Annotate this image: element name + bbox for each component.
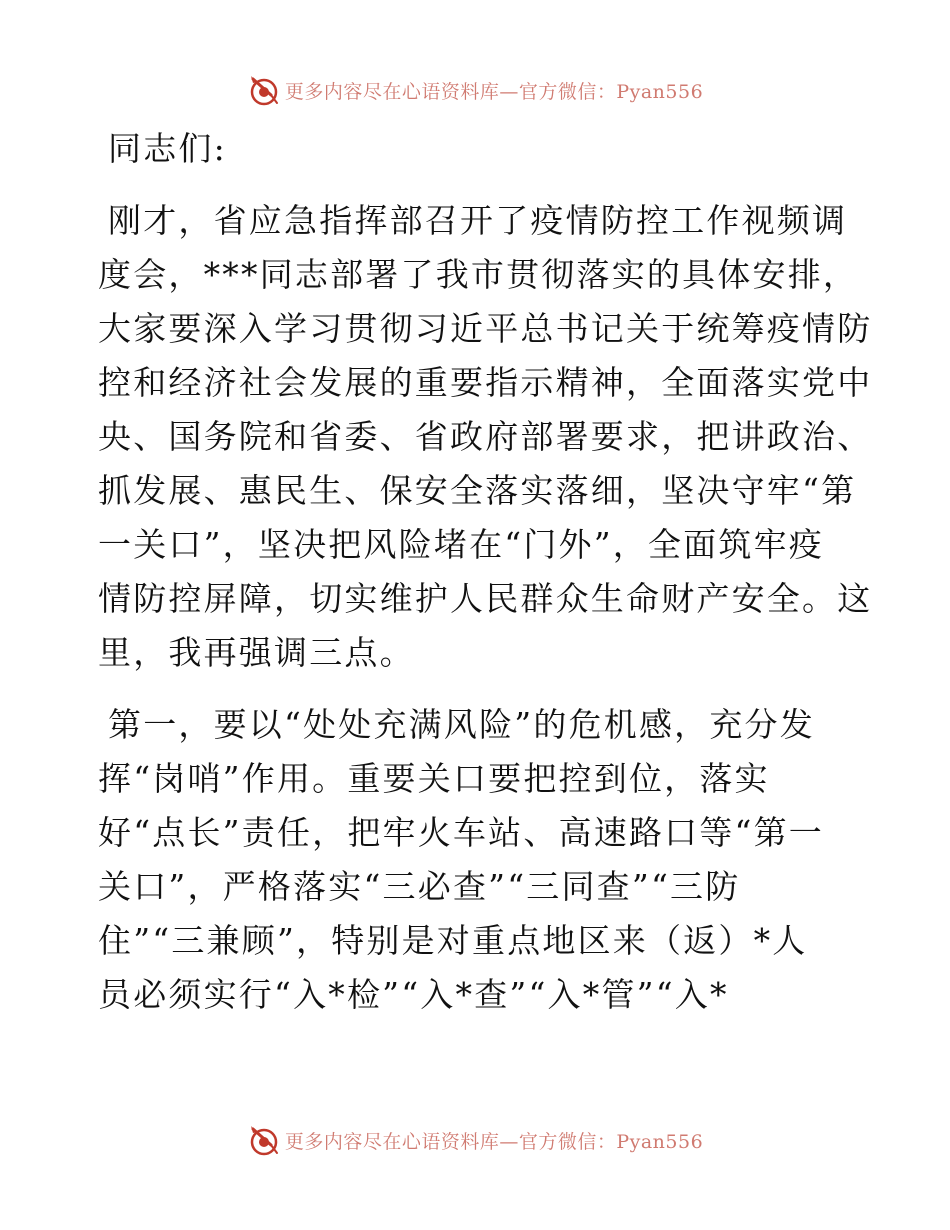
text-line: 里，我再强调三点。	[98, 633, 415, 672]
text-line: 挥“岗哨”作用。重要关口要把控到位，落实	[98, 759, 770, 798]
document-body	[98, 122, 873, 1022]
text-line: 员必须实行“入*检”“入*查”“入*管”“入*	[98, 975, 729, 1014]
paragraph-1	[98, 194, 873, 680]
watermark-footer	[0, 1120, 950, 1160]
text-line: 度会，***同志部署了我市贯彻落实的具体安排，	[98, 255, 859, 294]
text-line: 情防控屏障，切实维护人民群众生命财产安全。这	[98, 579, 873, 618]
watermark-text: 更多内容尽在心语资料库—官方微信：Pyan556	[284, 1130, 704, 1153]
text-line: 大家要深入学习贯彻习近平总书记关于统筹疫情防	[98, 309, 873, 348]
text-line: 控和经济社会发展的重要指示精神，全面落实党中	[98, 363, 873, 402]
text-line: 第一，要以“处处充满风险”的危机感，充分发	[108, 705, 815, 744]
salutation: 同志们:	[108, 129, 227, 168]
watermark-text: 更多内容尽在心语资料库—官方微信：Pyan556	[284, 80, 704, 103]
text-line: 住”“三兼顾”，特别是对重点地区来（返）*人	[98, 921, 808, 960]
text-line: 抓发展、惠民生、保安全落实落细，坚决守牢“第	[98, 471, 857, 510]
text-line: 央、国务院和省委、省政府部署要求，把讲政治、	[98, 417, 873, 456]
text-line: 关口”，严格落实“三必查”“三同查”“三防	[98, 867, 741, 906]
text-line: 一关口”，坚决把风险堵在“门外”，全面筑牢疫	[98, 525, 825, 564]
feather-logo-icon	[247, 73, 281, 107]
text-line: 好“点长”责任，把牢火车站、高速路口等“第一	[98, 813, 825, 852]
text-line: 刚才，省应急指挥部召开了疫情防控工作视频调	[108, 201, 848, 240]
feather-logo-icon	[247, 1123, 281, 1157]
paragraph-2	[98, 698, 858, 1022]
watermark-header	[0, 70, 950, 110]
